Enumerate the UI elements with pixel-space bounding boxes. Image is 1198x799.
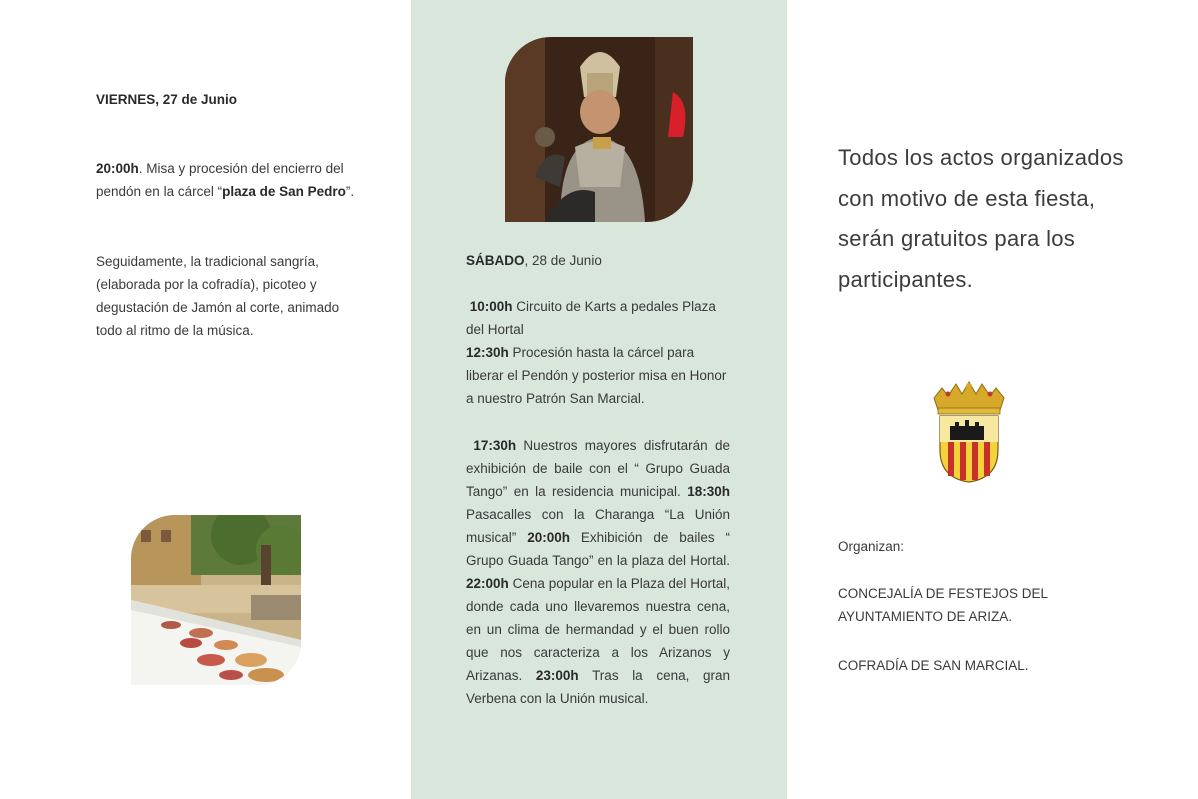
time-20-00: 20:00h	[527, 530, 570, 545]
time-17-30: 17:30h	[473, 438, 517, 453]
friday-heading: VIERNES, 27 de Junio	[96, 92, 238, 107]
event-dinner: Cena popular en la Plaza del Hortal, donde cada uno llevaremos nuestra cena, en un clima de hermandad y el buen rollo que nos caracteriza a los Arizanos y Arizanas.	[466, 576, 730, 683]
friday-sangria-paragraph: Seguidamente, la tradicional sangría, (elaborada por la cofradía), picoteo y degustación de Jamón al corte, animado todo al ritmo de la música.	[96, 254, 340, 338]
friday-mass-text: . Misa y procesión del encierro del pendón en la cárcel “	[96, 161, 344, 199]
time-22-00: 22:00h	[466, 576, 509, 591]
time-18-30: 18:30h	[687, 484, 730, 499]
event-dance-plaza: Exhibición de bailes “ Grupo Guada Tango” en la plaza del Hortal.	[466, 530, 730, 568]
event-karts: Circuito de Karts a pedales Plaza del Hortal	[466, 299, 716, 337]
saturday-morning-block	[466, 295, 730, 410]
saturday-afternoon-block	[466, 434, 730, 710]
organizers-label: Organizan:	[838, 539, 905, 554]
event-procession: Procesión hasta la cárcel para liberar el Pendón y posterior misa en Honor a nuestro Patrón San Marcial.	[466, 345, 727, 406]
friday-mass-time: 20:00h	[96, 161, 139, 176]
friday-mass-text-end: ”.	[345, 184, 355, 199]
time-23-00: 23:00h	[535, 668, 579, 683]
ariza-coat-of-arms-icon	[928, 380, 1010, 484]
free-events-statement: Todos los actos organizados con motivo de esta fiesta, serán gratuitos para los participantes.	[838, 145, 1124, 292]
organizer-cofradia: COFRADÍA DE SAN MARCIAL.	[838, 658, 1029, 673]
friday-mass-paragraph	[96, 157, 371, 203]
event-verbena: Tras la cena, gran Verbena con la Unión musical.	[466, 668, 730, 706]
saturday-date: , 28 de Junio	[524, 253, 602, 268]
saint-photo	[505, 37, 693, 222]
event-dance-residence: Nuestros mayores disfrutarán de exhibición de baile con el “ Grupo Guada Tango” en la residencia municipal.	[466, 438, 730, 499]
event-pasacalles: Pasacalles con la Charanga “La Unión musical”	[466, 507, 730, 545]
feast-photo	[131, 515, 301, 685]
saturday-heading	[466, 249, 731, 272]
time-12-30: 12:30h	[466, 345, 509, 360]
organizer-concejalia: CONCEJALÍA DE FESTEJOS DEL AYUNTAMIENTO DE ARIZA.	[838, 586, 1048, 624]
time-10-00: 10:00h	[469, 299, 513, 314]
friday-mass-place: plaza de San Pedro	[222, 184, 346, 199]
saturday-day: SÁBADO	[466, 253, 525, 268]
